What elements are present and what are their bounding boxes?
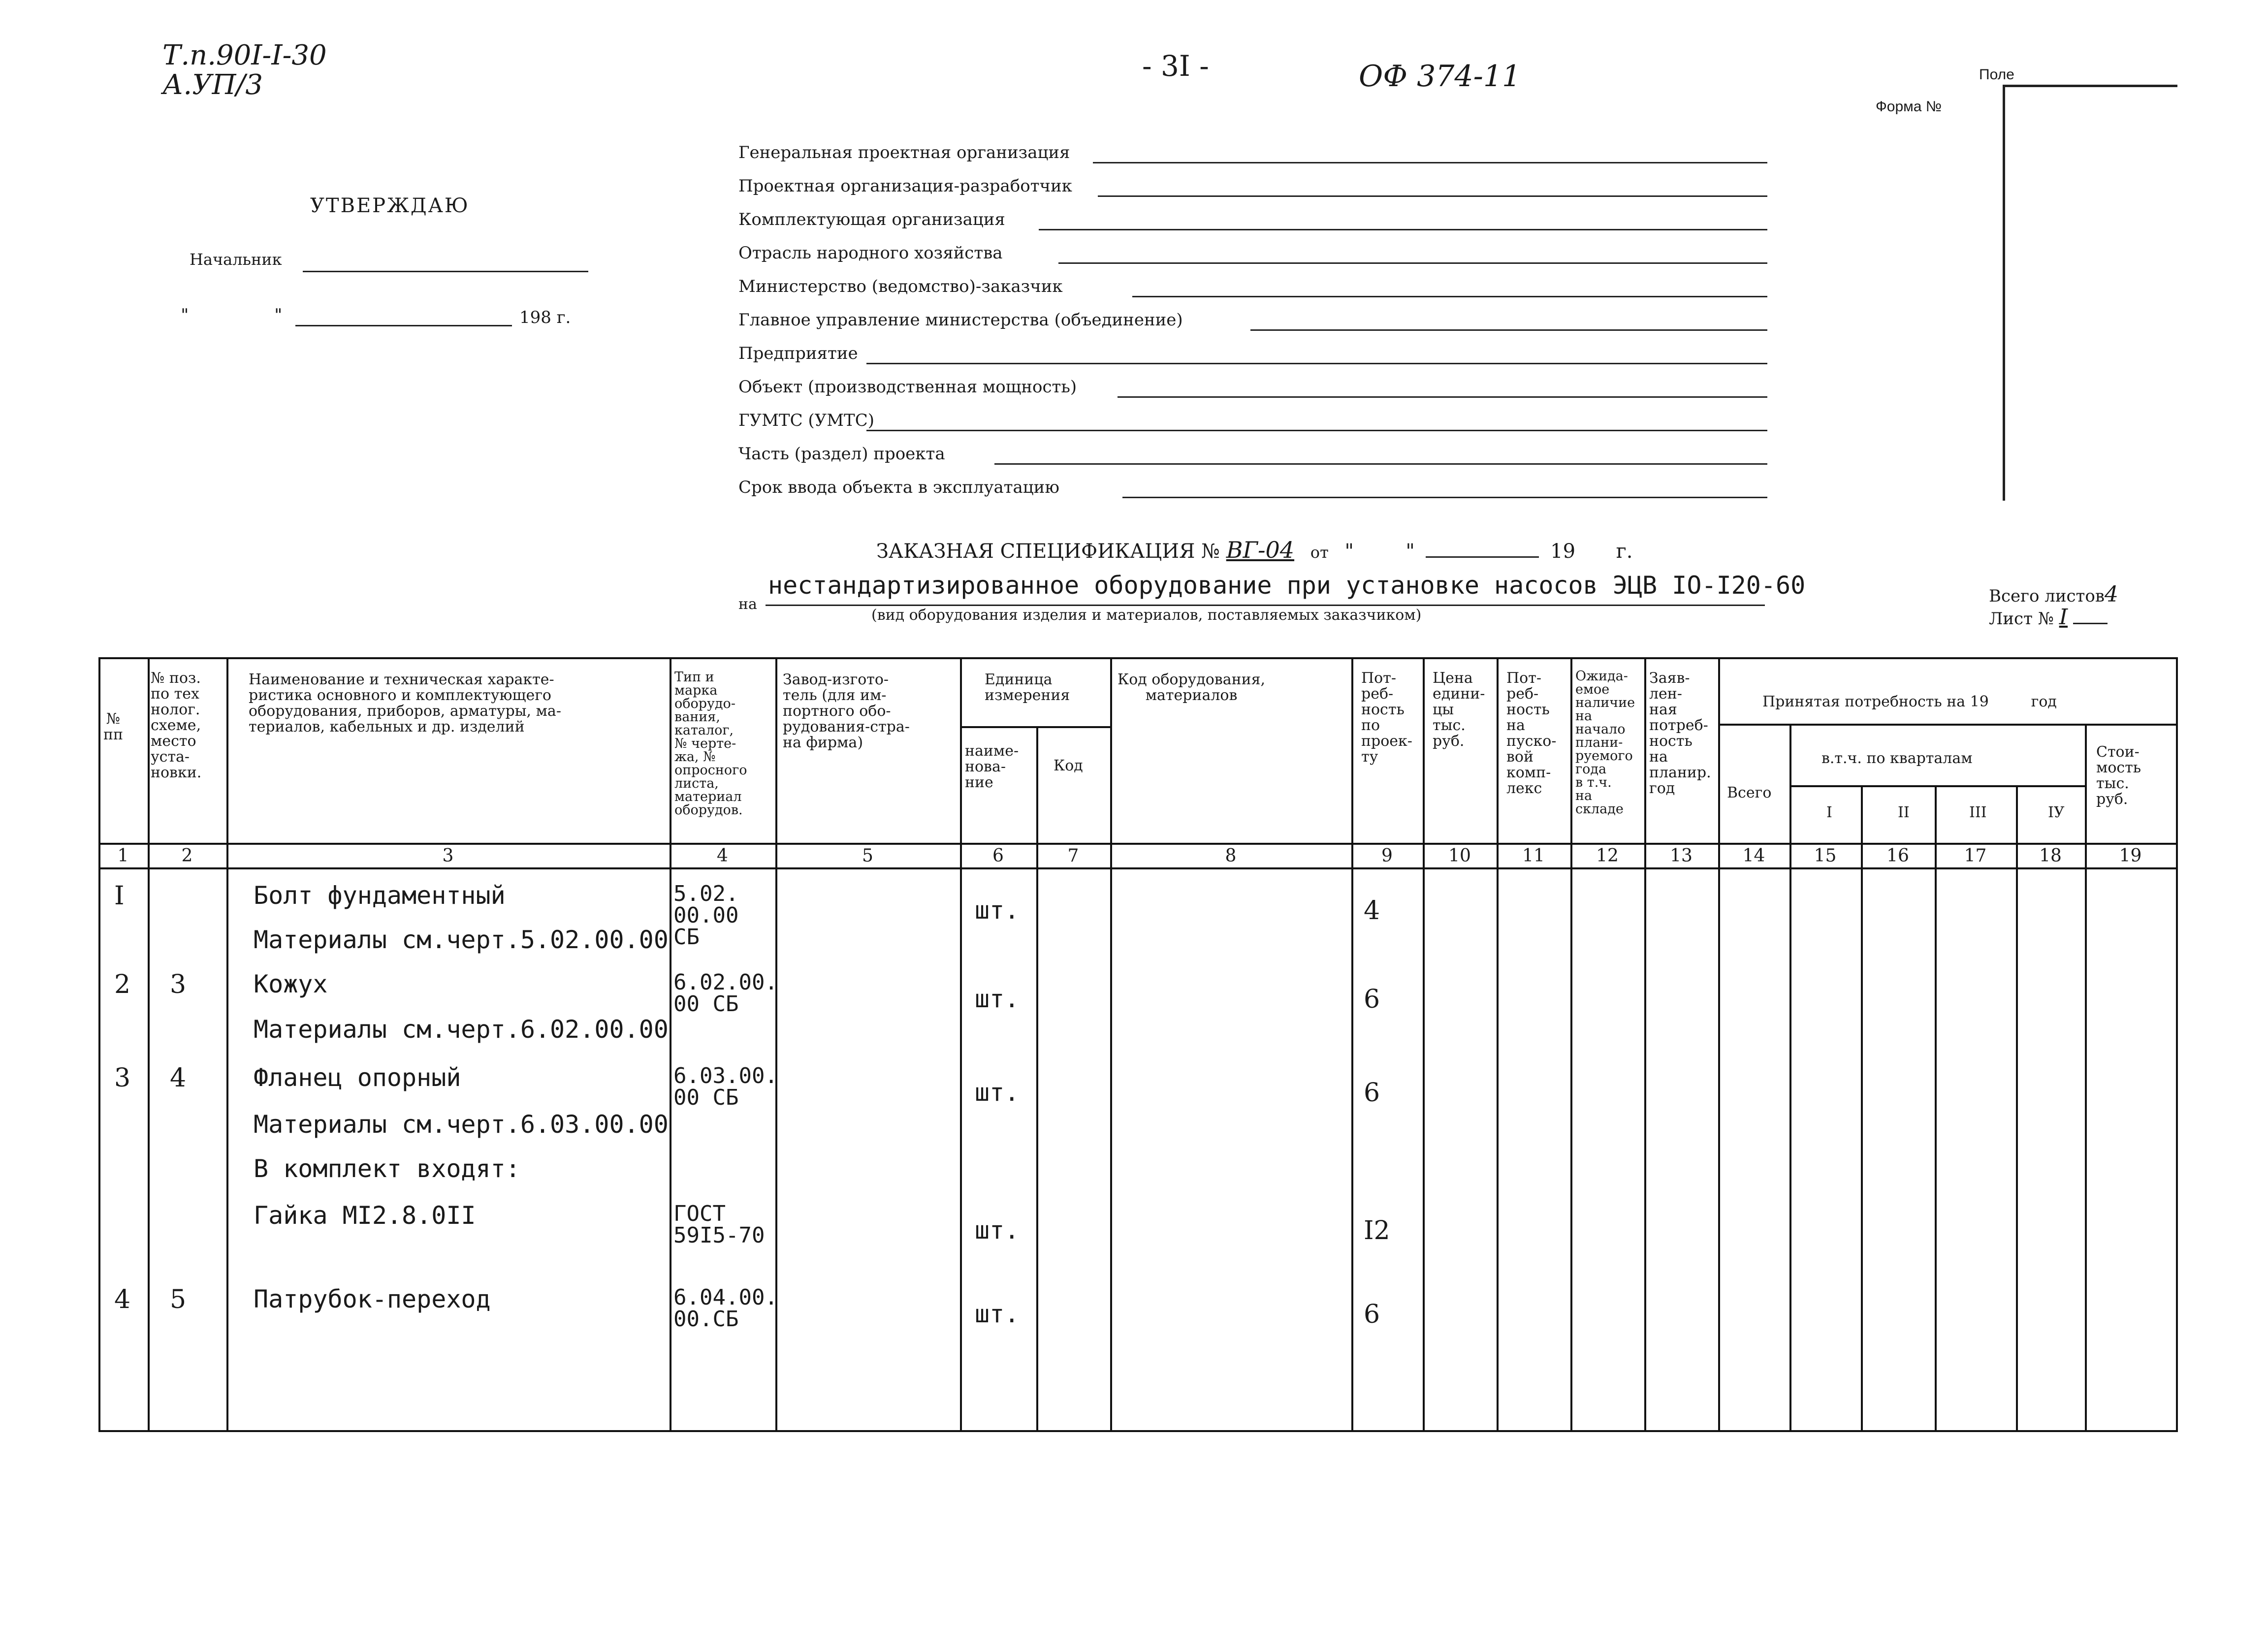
column-number: 15 bbox=[1814, 846, 1837, 866]
sheet-value: I bbox=[2059, 605, 2068, 630]
header-c12: Ожида- емое наличие на начало плани- руемого года в т.ч. на складе bbox=[1575, 669, 1635, 817]
header-c15-18: в.т.ч. по кварталам bbox=[1821, 750, 1973, 767]
approval-title: УТВЕРЖДАЮ bbox=[310, 194, 470, 217]
row-name: Материалы см.черт.5.02.00.00 bbox=[254, 926, 669, 954]
quarters-subheader-line bbox=[1789, 785, 2087, 787]
header-field-label: ГУМТС (УМТС) bbox=[738, 411, 875, 430]
row-name: Кожух bbox=[254, 970, 328, 998]
header-c2: № поз. по тех нолог. схеме, место уста- новки. bbox=[151, 670, 202, 781]
table-vline bbox=[1570, 657, 1572, 1430]
row-name: Материалы см.черт.6.02.00.00 bbox=[254, 1015, 669, 1044]
spec-subject: нестандартизированное оборудование при установке насосов ЭЦВ IO-I20-60 bbox=[768, 571, 1806, 600]
header-field-label: Главное управление министерства (объединение) bbox=[738, 310, 1183, 330]
table-vline bbox=[2016, 785, 2018, 1430]
row-qty: 6 bbox=[1364, 1300, 1380, 1329]
header-field-label: Отрасль народного хозяйства bbox=[738, 243, 1003, 263]
table-vline bbox=[1351, 657, 1353, 1430]
row-name: В комплект входят: bbox=[254, 1154, 520, 1183]
column-number: 9 bbox=[1381, 846, 1393, 866]
row-number: 2 bbox=[114, 970, 131, 999]
row-position: 5 bbox=[170, 1285, 187, 1314]
column-number: 1 bbox=[117, 846, 129, 866]
header-c9: Пот- реб- ность по проек- ту bbox=[1361, 670, 1412, 766]
row-number: 4 bbox=[114, 1285, 131, 1314]
column-number: 4 bbox=[717, 846, 728, 866]
document-code: Т.п.90I-I-30 bbox=[162, 39, 327, 71]
column-number: 8 bbox=[1225, 846, 1237, 866]
table-vline bbox=[1497, 657, 1499, 1430]
row-name: Болт фундаментный bbox=[254, 881, 506, 910]
column-number: 5 bbox=[862, 846, 873, 866]
row-unit: шт. bbox=[975, 896, 1020, 925]
table-colnum-top bbox=[98, 843, 2178, 845]
header-c3: Наименование и техническая характе- ристика основного и комплектующего оборудования, приборов, арматуры, ма- териалов, кабельных и др. изделий bbox=[249, 671, 561, 735]
table-vline bbox=[960, 657, 962, 1430]
header-c7: Код bbox=[1054, 757, 1083, 774]
header-c18: IУ bbox=[2048, 804, 2065, 821]
spec-subject-caption: (вид оборудования изделия и материалов, поставляемых заказчиком) bbox=[871, 607, 1422, 624]
total-sheets-label-text: Всего листов bbox=[1989, 586, 2105, 606]
column-number: 10 bbox=[1448, 846, 1471, 866]
header-field-label: Срок ввода объекта в эксплуатацию bbox=[738, 478, 1059, 497]
header-c16: II bbox=[1898, 804, 1910, 821]
header-field-label: Проектная организация-разработчик bbox=[738, 176, 1072, 196]
header-field-label: Генеральная проектная организация bbox=[738, 143, 1070, 162]
page-number: - 3I - bbox=[1142, 49, 1209, 83]
header-field-label: Комплектующая организация bbox=[738, 210, 1005, 229]
spec-quote-close: " bbox=[1406, 540, 1415, 563]
header-c13: Заяв- лен- ная потреб- ность на планир. год bbox=[1649, 670, 1711, 797]
header-field-label: Часть (раздел) проекта bbox=[738, 444, 945, 464]
column-number: 6 bbox=[992, 846, 1004, 866]
column-number: 3 bbox=[442, 846, 454, 866]
spec-from-label: от bbox=[1310, 543, 1329, 562]
approval-date-open-quote: " bbox=[180, 305, 190, 325]
table-vline bbox=[670, 657, 671, 1430]
approval-chief-label: Начальник bbox=[190, 250, 282, 269]
header-c4: Тип и марка оборудо- вания, каталог, № черте- жа, № опросного листа, материал оборудов. bbox=[674, 670, 747, 818]
row-number: 3 bbox=[114, 1063, 131, 1093]
row-unit: шт. bbox=[975, 1300, 1020, 1328]
spec-number: ВГ-04 bbox=[1226, 537, 1295, 563]
forma-field-label: Поле bbox=[1979, 66, 2014, 83]
column-number: 19 bbox=[2119, 846, 2142, 866]
row-type: 6.04.00. 00.СБ bbox=[673, 1285, 778, 1332]
spec-year-suffix: г. bbox=[1616, 540, 1633, 563]
row-name: Патрубок-переход bbox=[254, 1285, 491, 1313]
spec-quote-open: " bbox=[1344, 540, 1354, 563]
row-type: 6.03.00. 00 СБ bbox=[673, 1063, 778, 1110]
row-type: ГОСТ 59I5-70 bbox=[673, 1201, 765, 1248]
row-qty: 6 bbox=[1364, 985, 1380, 1014]
total-sheets-value: 4 bbox=[2104, 582, 2118, 607]
table-bottom-border bbox=[98, 1430, 2178, 1432]
header-c6-7: Единица измерения bbox=[985, 671, 1070, 704]
header-c19: Стои- мость тыс. руб. bbox=[2096, 743, 2141, 808]
header-c14: Всего bbox=[1727, 784, 1772, 801]
column-number: 14 bbox=[1742, 846, 1765, 866]
header-field-label: Предприятие bbox=[738, 344, 858, 363]
row-unit: шт. bbox=[975, 985, 1020, 1013]
header-c8: Код оборудования, материалов bbox=[1118, 671, 1266, 704]
header-c11: Пот- реб- ность на пуско- вой комп- лекс bbox=[1506, 670, 1557, 797]
accepted-subheader-line bbox=[1718, 724, 2178, 726]
row-name: Материалы см.черт.6.03.00.00 bbox=[254, 1110, 669, 1139]
table-vline bbox=[1861, 785, 1863, 1430]
row-qty: I2 bbox=[1364, 1216, 1390, 1245]
table-vline bbox=[1423, 657, 1425, 1430]
row-position: 3 bbox=[170, 970, 187, 999]
header-c5: Завод-изгото- тель (для им- портного обо- рудования-стра- на фирма) bbox=[783, 671, 910, 751]
table-vline bbox=[2176, 657, 2178, 1430]
table-vline bbox=[1718, 657, 1720, 1430]
header-c1: № пп bbox=[103, 710, 123, 743]
table-vline bbox=[1644, 657, 1646, 1430]
forma-label: Форма № bbox=[1876, 98, 1942, 115]
sheet-label-text: Лист № bbox=[1989, 609, 2054, 629]
units-subheader-line bbox=[960, 726, 1112, 728]
header-c15: I bbox=[1826, 804, 1832, 821]
column-number: 13 bbox=[1670, 846, 1693, 866]
column-number: 12 bbox=[1596, 846, 1619, 866]
row-qty: 6 bbox=[1364, 1078, 1380, 1108]
table-vline bbox=[1036, 726, 1038, 1430]
handwritten-code: ОФ 374-11 bbox=[1359, 59, 1521, 94]
row-unit: шт. bbox=[975, 1078, 1020, 1107]
table-vline bbox=[1789, 724, 1791, 1430]
row-type: 5.02. 00.00 СБ bbox=[673, 881, 739, 950]
table-colnum-bottom bbox=[98, 867, 2178, 869]
row-qty: 4 bbox=[1364, 896, 1380, 926]
table-vline bbox=[98, 657, 100, 1430]
table-vline bbox=[2085, 724, 2087, 1430]
column-number: 18 bbox=[2039, 846, 2062, 866]
row-name: Гайка МI2.8.0II bbox=[254, 1201, 476, 1230]
approval-date-close-quote: " bbox=[273, 305, 284, 325]
header-c10: Цена едини- цы тыс. руб. bbox=[1433, 670, 1485, 750]
row-position: 4 bbox=[170, 1063, 187, 1093]
column-number: 7 bbox=[1067, 846, 1079, 866]
row-unit: шт. bbox=[975, 1216, 1020, 1245]
row-name: Фланец опорный bbox=[254, 1063, 461, 1092]
table-vline bbox=[1935, 785, 1937, 1430]
row-type: 6.02.00. 00 СБ bbox=[673, 970, 778, 1017]
column-number: 11 bbox=[1522, 846, 1545, 866]
row-number: I bbox=[114, 881, 125, 911]
spec-na-label: на bbox=[738, 596, 757, 613]
column-number: 2 bbox=[181, 846, 193, 866]
column-number: 17 bbox=[1964, 846, 1987, 866]
spec-title-prefix: ЗАКАЗНАЯ СПЕЦИФИКАЦИЯ № bbox=[876, 540, 1220, 563]
document-sheet-code: А.УП/3 bbox=[162, 69, 263, 101]
table-top-border bbox=[98, 657, 2178, 659]
header-c14-19: Принятая потребность на 19 год bbox=[1762, 693, 2057, 710]
approval-year: 198 г. bbox=[519, 308, 571, 327]
table-vline bbox=[226, 657, 228, 1430]
header-field-label: Объект (производственная мощность) bbox=[738, 377, 1077, 397]
table-vline bbox=[1110, 657, 1112, 1430]
spec-year-label: 19 bbox=[1550, 540, 1576, 563]
header-c6: наиме- нова- ние bbox=[965, 742, 1019, 791]
table-vline bbox=[148, 657, 150, 1430]
header-c17: III bbox=[1969, 804, 1987, 821]
column-number: 16 bbox=[1886, 846, 1909, 866]
header-field-label: Министерство (ведомство)-заказчик bbox=[738, 277, 1063, 296]
